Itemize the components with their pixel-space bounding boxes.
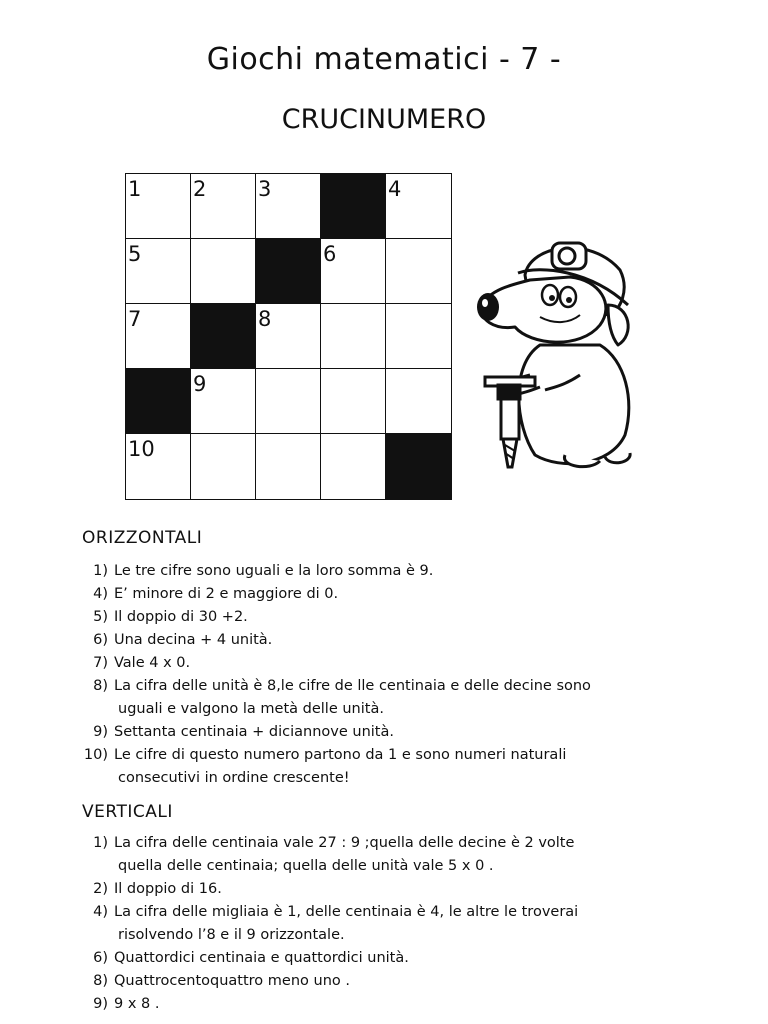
clue-number: 7) bbox=[93, 655, 108, 671]
clue-number bbox=[78, 698, 114, 721]
clue-number: 4) bbox=[93, 586, 108, 602]
clue-item bbox=[78, 698, 678, 721]
clue-item bbox=[78, 583, 678, 606]
cell-number: 1 bbox=[128, 177, 142, 201]
grid-cell[interactable] bbox=[126, 239, 191, 304]
grid-cell[interactable] bbox=[126, 174, 191, 239]
grid-cell[interactable] bbox=[191, 369, 256, 434]
grid-cell[interactable] bbox=[386, 174, 451, 239]
clue-item bbox=[78, 970, 678, 993]
grid-cell[interactable] bbox=[191, 434, 256, 499]
grid-cell[interactable] bbox=[256, 174, 321, 239]
clue-number: 6) bbox=[93, 632, 108, 648]
clue-item bbox=[78, 924, 678, 947]
crossword-grid bbox=[125, 173, 452, 500]
clue-item bbox=[78, 901, 678, 924]
clue-text: Una decina + 4 unità. bbox=[114, 632, 273, 648]
clue-text: Le tre cifre sono uguali e la loro somma è 9. bbox=[114, 563, 434, 579]
clue-item bbox=[78, 744, 678, 767]
clue-number: 2) bbox=[93, 881, 108, 897]
verticali-heading: VERTICALI bbox=[82, 802, 173, 822]
grid-cell[interactable] bbox=[321, 369, 386, 434]
cell-number: 2 bbox=[193, 177, 207, 201]
clue-text: uguali e valgono la metà delle unità. bbox=[118, 701, 384, 717]
clue-item bbox=[78, 947, 678, 970]
grid-cell[interactable] bbox=[191, 174, 256, 239]
clue-item bbox=[78, 721, 678, 744]
clue-number: 10) bbox=[83, 747, 108, 763]
grid-cell[interactable] bbox=[256, 304, 321, 369]
clue-item bbox=[78, 878, 678, 901]
clue-number: 9) bbox=[93, 996, 108, 1012]
cell-number: 8 bbox=[258, 307, 272, 331]
grid-cell[interactable] bbox=[321, 239, 386, 304]
page-title: Giochi matematici - 7 - bbox=[206, 42, 562, 77]
cell-number: 5 bbox=[128, 242, 142, 266]
cell-number: 3 bbox=[258, 177, 272, 201]
clue-item bbox=[78, 675, 678, 698]
black-cell bbox=[386, 434, 451, 499]
black-cell bbox=[321, 174, 386, 239]
grid-cell[interactable] bbox=[386, 304, 451, 369]
cell-number: 4 bbox=[388, 177, 402, 201]
clue-text: La cifra delle unità è 8,le cifre de lle centinaia e delle decine sono bbox=[114, 678, 591, 694]
clue-text: La cifra delle migliaia è 1, delle centinaia è 4, le altre le troverai bbox=[114, 904, 579, 920]
clue-item bbox=[78, 560, 678, 583]
grid-cell[interactable] bbox=[256, 369, 321, 434]
clue-number: 1) bbox=[93, 835, 108, 851]
clue-item bbox=[78, 606, 678, 629]
clue-text: E’ minore di 2 e maggiore di 0. bbox=[114, 586, 339, 602]
clue-number: 5) bbox=[93, 609, 108, 625]
clue-number bbox=[78, 855, 114, 878]
cell-number: 7 bbox=[128, 307, 142, 331]
clue-item bbox=[78, 767, 678, 790]
verticali-clue-list bbox=[78, 832, 678, 1016]
grid-cell[interactable] bbox=[321, 304, 386, 369]
clue-text: 9 x 8 . bbox=[114, 996, 160, 1012]
clue-item bbox=[78, 629, 678, 652]
clue-text: Quattrocentoquattro meno uno . bbox=[114, 973, 350, 989]
grid-cell[interactable] bbox=[386, 369, 451, 434]
grid-cell[interactable] bbox=[126, 434, 191, 499]
clue-number: 8) bbox=[93, 973, 108, 989]
clue-item bbox=[78, 652, 678, 675]
clue-text: La cifra delle centinaia vale 27 : 9 ;quella delle decine è 2 volte bbox=[114, 835, 575, 851]
grid-cell[interactable] bbox=[321, 434, 386, 499]
grid-cell[interactable] bbox=[126, 304, 191, 369]
clue-number: 1) bbox=[93, 563, 108, 579]
cell-number: 6 bbox=[323, 242, 337, 266]
grid-cell[interactable] bbox=[191, 239, 256, 304]
clue-text: Settanta centinaia + diciannove unità. bbox=[114, 724, 394, 740]
clue-text: risolvendo l’8 e il 9 orizzontale. bbox=[118, 927, 345, 943]
clue-number: 4) bbox=[93, 904, 108, 920]
clue-text: Il doppio di 16. bbox=[114, 881, 222, 897]
miner-mole-icon bbox=[470, 235, 640, 475]
orizzontali-clue-list bbox=[78, 560, 678, 790]
cell-number: 10 bbox=[128, 437, 155, 461]
clue-text: consecutivi in ordine crescente! bbox=[118, 770, 350, 786]
cell-number: 9 bbox=[193, 372, 207, 396]
clue-number: 9) bbox=[93, 724, 108, 740]
clue-text: Quattordici centinaia e quattordici unità. bbox=[114, 950, 409, 966]
clue-item bbox=[78, 855, 678, 878]
clue-item bbox=[78, 993, 678, 1016]
grid-cell[interactable] bbox=[256, 434, 321, 499]
clue-number bbox=[78, 767, 114, 790]
black-cell bbox=[256, 239, 321, 304]
clue-number bbox=[78, 924, 114, 947]
clue-item bbox=[78, 832, 678, 855]
clue-text: Il doppio di 30 +2. bbox=[114, 609, 248, 625]
page-subtitle: CRUCINUMERO bbox=[281, 104, 487, 135]
black-cell bbox=[191, 304, 256, 369]
clue-number: 6) bbox=[93, 950, 108, 966]
clue-number: 8) bbox=[93, 678, 108, 694]
orizzontali-heading: ORIZZONTALI bbox=[82, 528, 203, 548]
clue-text: Le cifre di questo numero partono da 1 e sono numeri naturali bbox=[114, 747, 567, 763]
clue-text: Vale 4 x 0. bbox=[114, 655, 191, 671]
black-cell bbox=[126, 369, 191, 434]
grid-cell[interactable] bbox=[386, 239, 451, 304]
clue-text: quella delle centinaia; quella delle unità vale 5 x 0 . bbox=[118, 858, 494, 874]
